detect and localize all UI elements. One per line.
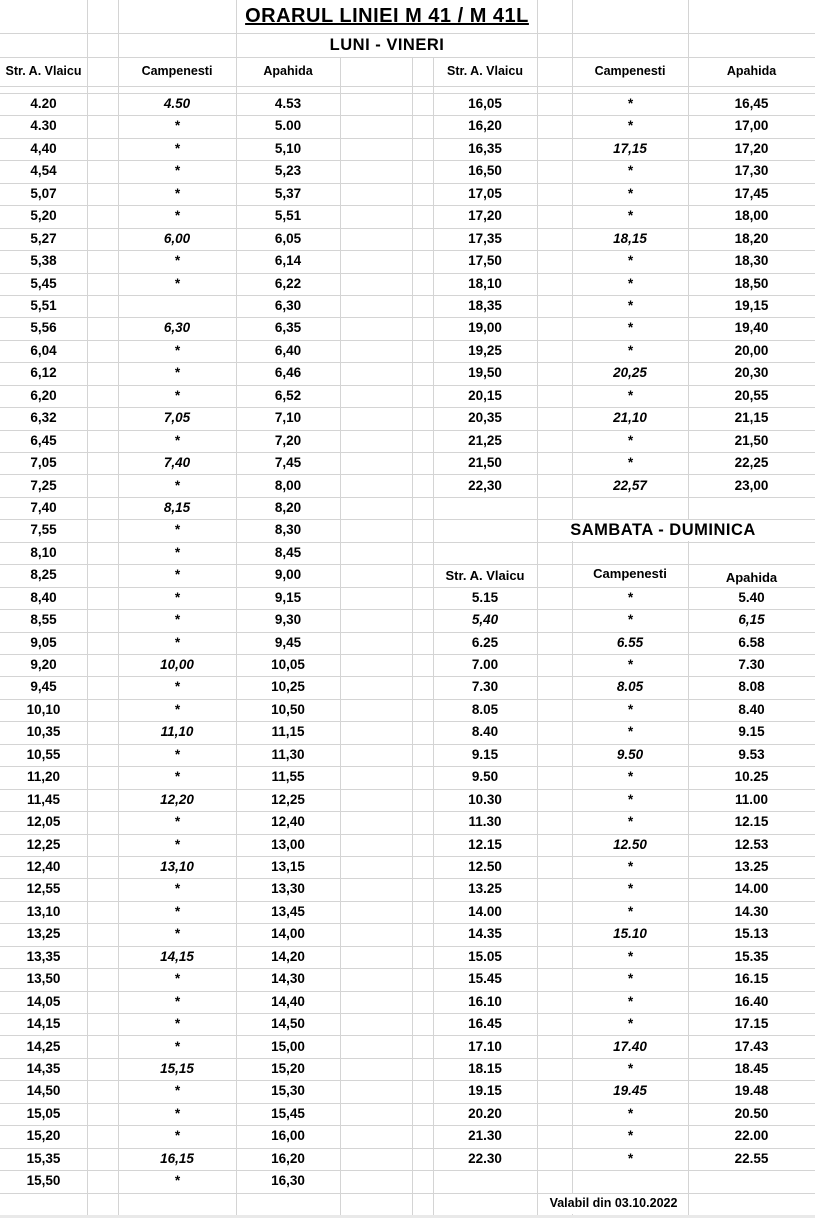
cell-vlaicu: 5.15: [471, 589, 499, 605]
cell-campenesti: *: [627, 612, 633, 628]
cell-apahida: 10.25: [734, 769, 769, 785]
cell-apahida: 15,20: [271, 1060, 305, 1076]
cell-apahida: 8.08: [738, 679, 765, 695]
cell-vlaicu: 17,50: [468, 253, 502, 269]
cell-campenesti: 6,30: [163, 320, 191, 336]
cell-apahida: 20,55: [734, 387, 769, 403]
cell-campenesti: *: [627, 657, 633, 672]
cell-vlaicu: 15,20: [26, 1128, 61, 1144]
cell-apahida: 12,25: [271, 791, 305, 807]
cell-vlaicu: 6.25: [471, 634, 499, 650]
cell-campenesti: *: [627, 769, 633, 785]
cell-apahida: 9,15: [274, 589, 302, 605]
cell-apahida: 13,00: [271, 836, 305, 852]
cell-apahida: 22.55: [734, 1150, 769, 1166]
cell-vlaicu: 17,35: [468, 230, 502, 246]
cell-vlaicu: 19,25: [468, 342, 502, 358]
cell-campenesti: 16,15: [160, 1150, 194, 1166]
cell-campenesti: *: [627, 701, 633, 717]
cell-campenesti: *: [174, 118, 180, 134]
cell-vlaicu: 7,55: [30, 522, 57, 538]
cell-apahida: 18,00: [734, 208, 769, 224]
cell-vlaicu: 5,07: [30, 185, 57, 201]
cell-campenesti: 15,15: [160, 1060, 194, 1076]
cell-apahida: 7,10: [274, 410, 302, 426]
cell-campenesti: *: [627, 298, 633, 313]
cell-campenesti: *: [174, 1105, 180, 1121]
cell-apahida: 5.00: [274, 118, 302, 134]
cell-apahida: 6,14: [274, 253, 302, 269]
cell-vlaicu: 9,05: [30, 634, 57, 650]
header-right-apahida: Apahida: [726, 64, 777, 78]
cell-apahida: 6.58: [738, 634, 765, 650]
validity-note: Valabil din 03.10.2022: [549, 1196, 678, 1210]
cell-vlaicu: 10,55: [26, 746, 61, 762]
cell-apahida: 20.50: [734, 1105, 769, 1121]
cell-apahida: 16.40: [734, 993, 769, 1009]
cell-campenesti: *: [174, 814, 180, 830]
cell-vlaicu: 12,40: [26, 859, 61, 874]
header-weekend-apahida: Apahida: [725, 570, 778, 585]
cell-vlaicu: 14.35: [468, 926, 502, 942]
cell-apahida: 13.25: [734, 859, 769, 874]
cell-apahida: 16,20: [271, 1150, 305, 1166]
cell-vlaicu: 19.15: [468, 1083, 502, 1099]
cell-vlaicu: 20.20: [468, 1105, 502, 1121]
cell-campenesti: *: [627, 320, 633, 336]
cell-apahida: 5.40: [738, 589, 765, 605]
cell-vlaicu: 5,20: [30, 208, 57, 224]
cell-campenesti: 21,10: [613, 410, 647, 426]
cell-apahida: 17.15: [734, 1016, 769, 1031]
cell-campenesti: *: [627, 342, 633, 358]
cell-vlaicu: 15.05: [468, 948, 502, 964]
cell-apahida: 9.53: [738, 746, 765, 762]
cell-vlaicu: 21.30: [468, 1128, 502, 1144]
cell-vlaicu: 14,25: [26, 1038, 61, 1054]
cell-apahida: 15,30: [271, 1083, 305, 1099]
cell-campenesti: *: [174, 701, 180, 717]
cell-vlaicu: 9,45: [30, 679, 57, 695]
cell-apahida: 9,45: [274, 634, 302, 650]
cell-apahida: 14,50: [271, 1016, 305, 1031]
cell-vlaicu: 8,40: [30, 589, 57, 605]
cell-apahida: 19,40: [734, 320, 769, 336]
cell-vlaicu: 7.00: [471, 657, 499, 672]
cell-vlaicu: 9.15: [471, 746, 499, 762]
cell-vlaicu: 6,45: [30, 432, 57, 448]
cell-campenesti: *: [627, 208, 633, 224]
cell-vlaicu: 6,04: [30, 342, 57, 358]
cell-vlaicu: 5,45: [30, 275, 57, 291]
cell-campenesti: *: [174, 1173, 180, 1189]
cell-vlaicu: 4.20: [30, 96, 57, 111]
cell-apahida: 22,25: [734, 455, 769, 470]
cell-vlaicu: 16,50: [468, 163, 502, 179]
cell-apahida: 14,00: [271, 926, 305, 942]
cell-campenesti: *: [174, 836, 180, 852]
cell-campenesti: *: [174, 634, 180, 650]
header-right-campenesti: Campenesti: [594, 64, 666, 78]
cell-vlaicu: 21,50: [468, 455, 502, 470]
cell-campenesti: 19.45: [613, 1083, 647, 1099]
cell-vlaicu: 15,35: [26, 1150, 61, 1166]
cell-vlaicu: 13,50: [26, 971, 61, 987]
cell-vlaicu: 22,30: [468, 477, 502, 493]
cell-apahida: 13,15: [271, 859, 305, 874]
cell-campenesti: *: [627, 455, 633, 470]
cell-apahida: 20,00: [734, 342, 769, 358]
grid-line: [340, 57, 341, 1215]
cell-campenesti: *: [174, 1016, 180, 1031]
cell-vlaicu: 9.50: [471, 769, 499, 785]
cell-apahida: 11,55: [271, 769, 305, 785]
cell-apahida: 16,00: [271, 1128, 305, 1144]
cell-apahida: 14,40: [271, 993, 305, 1009]
cell-campenesti: *: [627, 589, 633, 605]
cell-apahida: 9,30: [274, 612, 302, 628]
cell-campenesti: *: [627, 96, 633, 111]
cell-apahida: 6,05: [274, 230, 302, 246]
cell-campenesti: 15.10: [613, 926, 647, 942]
cell-vlaicu: 19,50: [468, 365, 502, 381]
cell-apahida: 12.15: [734, 814, 769, 830]
cell-campenesti: 8.05: [616, 679, 644, 695]
cell-vlaicu: 7,25: [30, 477, 57, 493]
cell-vlaicu: 18.15: [468, 1060, 502, 1076]
cell-apahida: 8,00: [274, 477, 302, 493]
cell-apahida: 6,22: [274, 275, 302, 291]
cell-campenesti: *: [174, 612, 180, 628]
cell-vlaicu: 12.50: [468, 859, 502, 874]
cell-apahida: 16,30: [271, 1173, 305, 1189]
cell-campenesti: *: [627, 1016, 633, 1031]
cell-apahida: 9.15: [738, 724, 765, 740]
cell-campenesti: *: [174, 387, 180, 403]
cell-campenesti: 12,20: [160, 791, 194, 807]
cell-vlaicu: 10,35: [26, 724, 61, 740]
header-right-vlaicu: Str. A. Vlaicu: [447, 64, 523, 78]
cell-campenesti: *: [174, 185, 180, 201]
cell-apahida: 15,00: [271, 1038, 305, 1054]
cell-campenesti: 17,15: [613, 140, 647, 156]
cell-campenesti: 9.50: [616, 746, 644, 762]
cell-campenesti: *: [174, 589, 180, 605]
header-left-campenesti: Campenesti: [141, 64, 213, 78]
cell-vlaicu: 5,51: [30, 298, 57, 313]
cell-vlaicu: 5,27: [30, 230, 57, 246]
cell-campenesti: *: [627, 814, 633, 830]
cell-apahida: 8,30: [274, 522, 302, 538]
cell-vlaicu: 7.30: [471, 679, 499, 695]
cell-apahida: 10,25: [271, 679, 305, 695]
cell-apahida: 21,15: [734, 410, 769, 426]
cell-campenesti: *: [627, 432, 633, 448]
cell-campenesti: *: [627, 253, 633, 269]
cell-apahida: 14.00: [734, 881, 769, 897]
cell-vlaicu: 6,20: [30, 387, 57, 403]
cell-campenesti: *: [174, 275, 180, 291]
cell-vlaicu: 10.30: [468, 791, 502, 807]
cell-apahida: 6,15: [738, 612, 765, 628]
cell-apahida: 11,15: [271, 724, 305, 740]
cell-campenesti: *: [627, 903, 633, 919]
cell-apahida: 5,51: [274, 208, 302, 224]
cell-apahida: 18,30: [734, 253, 769, 269]
grid-line: [0, 1193, 815, 1194]
cell-apahida: 17.43: [734, 1038, 769, 1054]
cell-campenesti: *: [174, 926, 180, 942]
cell-campenesti: 7,40: [163, 455, 191, 470]
grid-line: [412, 57, 413, 1215]
cell-apahida: 9,00: [274, 567, 302, 583]
weekday-section-label: LUNI - VINERI: [329, 36, 445, 54]
cell-vlaicu: 13,10: [26, 903, 61, 919]
cell-vlaicu: 5,38: [30, 253, 57, 269]
cell-campenesti: *: [174, 477, 180, 493]
cell-campenesti: *: [627, 1060, 633, 1076]
cell-campenesti: *: [627, 1150, 633, 1166]
cell-apahida: 15,45: [271, 1105, 305, 1121]
cell-vlaicu: 22.30: [468, 1150, 502, 1166]
cell-campenesti: 17.40: [613, 1038, 647, 1054]
cell-apahida: 22.00: [734, 1128, 769, 1144]
cell-apahida: 10,05: [271, 657, 305, 672]
cell-vlaicu: 19,00: [468, 320, 502, 336]
cell-vlaicu: 14,15: [26, 1016, 61, 1031]
cell-campenesti: *: [174, 253, 180, 269]
cell-campenesti: *: [174, 140, 180, 156]
cell-vlaicu: 14,35: [26, 1060, 61, 1076]
cell-campenesti: *: [627, 1128, 633, 1144]
cell-campenesti: *: [627, 118, 633, 134]
cell-vlaicu: 13.25: [468, 881, 502, 897]
cell-apahida: 18.45: [734, 1060, 769, 1076]
cell-campenesti: *: [174, 746, 180, 762]
cell-vlaicu: 7,40: [30, 499, 57, 515]
cell-campenesti: *: [174, 365, 180, 381]
cell-campenesti: *: [627, 275, 633, 291]
cell-campenesti: *: [174, 769, 180, 785]
cell-campenesti: *: [627, 163, 633, 179]
cell-apahida: 19.48: [734, 1083, 769, 1099]
cell-campenesti: 4.50: [163, 96, 191, 111]
cell-campenesti: *: [627, 185, 633, 201]
cell-campenesti: *: [174, 679, 180, 695]
cell-apahida: 12.53: [734, 836, 769, 852]
cell-campenesti: *: [174, 208, 180, 224]
cell-campenesti: 7,05: [163, 410, 191, 426]
cell-campenesti: 14,15: [160, 948, 194, 964]
cell-apahida: 5,23: [274, 163, 302, 179]
cell-apahida: 19,15: [734, 298, 769, 313]
cell-apahida: 21,50: [734, 432, 769, 448]
cell-vlaicu: 18,10: [468, 275, 502, 291]
cell-apahida: 5,37: [274, 185, 302, 201]
cell-campenesti: *: [627, 387, 633, 403]
cell-campenesti: *: [627, 1105, 633, 1121]
cell-apahida: 17,45: [734, 185, 769, 201]
cell-campenesti: *: [174, 544, 180, 560]
cell-apahida: 11.00: [734, 791, 769, 807]
cell-vlaicu: 15,50: [26, 1173, 61, 1189]
cell-vlaicu: 4,40: [30, 140, 57, 156]
cell-apahida: 11,30: [271, 746, 305, 762]
cell-apahida: 15.13: [734, 926, 769, 942]
cell-campenesti: 8,15: [163, 499, 191, 515]
cell-apahida: 17,20: [734, 140, 769, 156]
cell-vlaicu: 11,20: [26, 769, 61, 785]
cell-apahida: 6,40: [274, 342, 302, 358]
cell-vlaicu: 14.00: [468, 903, 502, 919]
cell-campenesti: *: [627, 859, 633, 874]
cell-vlaicu: 8,55: [30, 612, 57, 628]
cell-vlaicu: 17,20: [468, 208, 502, 224]
cell-vlaicu: 7,05: [30, 455, 57, 470]
cell-vlaicu: 8.40: [471, 724, 499, 740]
cell-vlaicu: 14,05: [26, 993, 61, 1009]
cell-campenesti: *: [627, 948, 633, 964]
header-weekend-campenesti: Campenesti: [593, 566, 667, 581]
cell-vlaicu: 13,35: [26, 948, 61, 964]
cell-apahida: 17,30: [734, 163, 769, 179]
cell-apahida: 7.30: [738, 657, 765, 672]
cell-apahida: 14,20: [271, 948, 305, 964]
cell-apahida: 14.30: [734, 903, 769, 919]
cell-vlaicu: 16.10: [468, 993, 502, 1009]
cell-apahida: 8,45: [274, 544, 302, 560]
cell-vlaicu: 11.30: [468, 814, 502, 830]
cell-vlaicu: 16,20: [468, 118, 502, 134]
cell-campenesti: 22,57: [613, 477, 647, 493]
cell-campenesti: 20,25: [613, 365, 647, 381]
cell-vlaicu: 8.05: [471, 701, 499, 717]
cell-apahida: 4.53: [274, 96, 302, 111]
cell-apahida: 8.40: [738, 701, 765, 717]
cell-campenesti: *: [627, 881, 633, 897]
cell-vlaicu: 15.45: [468, 971, 502, 987]
cell-apahida: 7,20: [274, 432, 302, 448]
cell-campenesti: *: [174, 993, 180, 1009]
cell-apahida: 12,40: [271, 814, 305, 830]
cell-vlaicu: 17,05: [468, 185, 502, 201]
cell-vlaicu: 15,05: [26, 1105, 61, 1121]
cell-vlaicu: 10,10: [26, 701, 61, 717]
cell-vlaicu: 8,10: [30, 544, 57, 560]
header-left-apahida: Apahida: [263, 64, 313, 78]
cell-campenesti: *: [174, 567, 180, 583]
cell-apahida: 14,30: [271, 971, 305, 987]
cell-vlaicu: 5,56: [30, 320, 57, 336]
cell-apahida: 5,10: [274, 140, 302, 156]
cell-vlaicu: 16,05: [468, 96, 502, 111]
cell-apahida: 16.15: [734, 971, 769, 987]
cell-apahida: 13,45: [271, 903, 305, 919]
cell-vlaicu: 18,35: [468, 298, 502, 313]
cell-apahida: 6,35: [274, 320, 302, 336]
header-weekend-vlaicu: Str. A. Vlaicu: [445, 568, 525, 583]
cell-campenesti: *: [174, 881, 180, 897]
cell-vlaicu: 12,55: [26, 881, 61, 897]
cell-campenesti: *: [174, 432, 180, 448]
cell-vlaicu: 12,25: [26, 836, 61, 852]
cell-apahida: 13,30: [271, 881, 305, 897]
cell-campenesti: 6,00: [163, 230, 191, 246]
cell-vlaicu: 17.10: [468, 1038, 502, 1054]
cell-apahida: 8,20: [274, 499, 302, 515]
cell-campenesti: 6.55: [616, 634, 644, 650]
cell-campenesti: *: [627, 971, 633, 987]
cell-apahida: 7,45: [274, 455, 302, 470]
cell-apahida: 10,50: [271, 701, 305, 717]
cell-campenesti: 18,15: [613, 230, 647, 246]
cell-campenesti: *: [174, 1128, 180, 1144]
cell-apahida: 16,45: [734, 96, 769, 111]
cell-vlaicu: 16,35: [468, 140, 502, 156]
cell-apahida: 18,50: [734, 275, 769, 291]
header-left-vlaicu: Str. A. Vlaicu: [5, 64, 82, 78]
cell-vlaicu: 11,45: [26, 791, 61, 807]
cell-campenesti: *: [174, 1083, 180, 1099]
cell-vlaicu: 4.30: [30, 118, 57, 134]
cell-vlaicu: 6,32: [30, 410, 57, 426]
cell-vlaicu: 21,25: [468, 432, 502, 448]
cell-vlaicu: 4,54: [30, 163, 57, 179]
cell-campenesti: *: [174, 1038, 180, 1054]
cell-campenesti: 13,10: [160, 859, 194, 874]
cell-campenesti: 12.50: [613, 836, 647, 852]
cell-campenesti: *: [627, 791, 633, 807]
cell-apahida: 20,30: [734, 365, 769, 381]
cell-apahida: 23,00: [734, 477, 769, 493]
page-title: ORARUL LINIEI M 41 / M 41L: [245, 5, 529, 27]
weekend-section-label: SAMBATA - DUMINICA: [570, 521, 756, 539]
cell-apahida: 6,52: [274, 387, 302, 403]
cell-campenesti: *: [174, 971, 180, 987]
cell-vlaicu: 9,20: [30, 657, 57, 672]
cell-apahida: 6,30: [274, 298, 302, 313]
cell-vlaicu: 13,25: [26, 926, 61, 942]
cell-vlaicu: 20,15: [468, 387, 502, 403]
cell-campenesti: *: [174, 903, 180, 919]
cell-apahida: 18,20: [734, 230, 769, 246]
cell-vlaicu: 12.15: [468, 836, 502, 852]
cell-campenesti: *: [174, 342, 180, 358]
grid-line: [0, 86, 815, 87]
cell-vlaicu: 6,12: [30, 365, 57, 381]
cell-vlaicu: 16.45: [468, 1016, 502, 1031]
cell-vlaicu: 12,05: [26, 814, 61, 830]
cell-vlaicu: 14,50: [26, 1083, 61, 1099]
cell-apahida: 15.35: [734, 948, 769, 964]
cell-campenesti: *: [627, 724, 633, 740]
cell-campenesti: 11,10: [160, 724, 194, 740]
cell-apahida: 17,00: [734, 118, 769, 134]
cell-campenesti: *: [174, 522, 180, 538]
cell-campenesti: *: [174, 163, 180, 179]
cell-campenesti: 10,00: [160, 657, 194, 672]
cell-vlaicu: 8,25: [30, 567, 57, 583]
cell-vlaicu: 20,35: [468, 410, 502, 426]
cell-apahida: 6,46: [274, 365, 302, 381]
cell-vlaicu: 5,40: [471, 612, 499, 628]
cell-campenesti: *: [627, 993, 633, 1009]
